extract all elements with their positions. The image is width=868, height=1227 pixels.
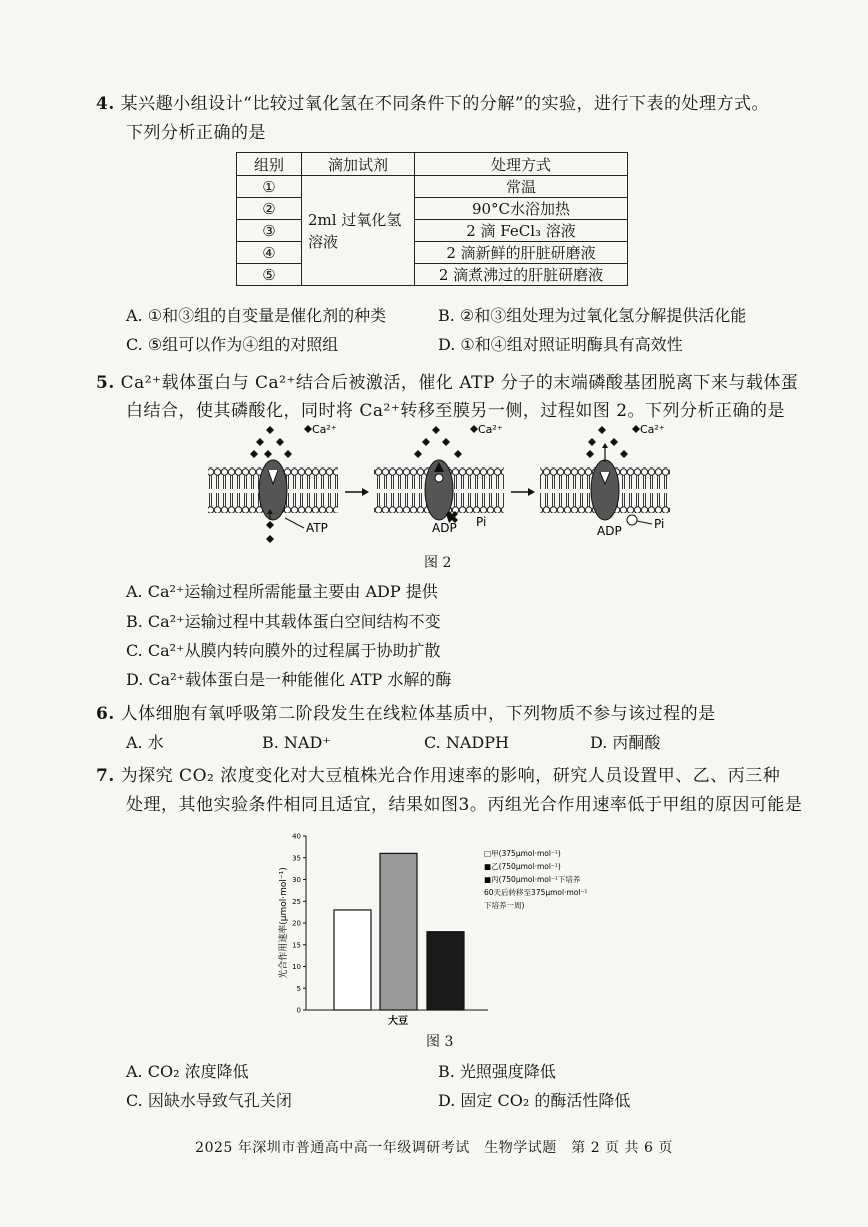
legend-entry: 60天后转移至375μmol·mol⁻¹ xyxy=(484,888,588,897)
treatment-cell: 2 滴煮沸过的肝脏研磨液 xyxy=(415,264,628,286)
y-tick-label: 20 xyxy=(292,919,301,928)
question-number: 7. xyxy=(96,766,115,786)
question-7-line2: 处理，其他实验条件相同且适宜，结果如图3。丙组光合作用速率低于甲组的原因可能是 xyxy=(126,795,803,815)
process-arrow-icon xyxy=(511,488,535,496)
group-cell: ② xyxy=(237,198,302,220)
q5-option-a[interactable]: A. Ca²⁺运输过程所需能量主要由 ADP 提供 xyxy=(126,582,438,601)
q5-option-d[interactable]: D. Ca²⁺载体蛋白是一种能催化 ATP 水解的酶 xyxy=(126,670,452,689)
question-4-line1 xyxy=(96,90,769,119)
process-arrow-icon xyxy=(345,488,369,496)
question-number: 6. xyxy=(96,704,115,724)
bar-2 xyxy=(380,853,417,1010)
bar-3 xyxy=(427,932,464,1010)
table-row xyxy=(237,242,628,264)
question-number: 4. xyxy=(96,94,115,114)
ca-ion-label: Ca²⁺ xyxy=(640,423,665,436)
ca-ion-label: Ca²⁺ xyxy=(312,423,337,436)
x-category-label: 大豆 xyxy=(388,1016,408,1027)
q7-option-a[interactable]: A. CO₂ 浓度降低 xyxy=(126,1062,249,1081)
y-axis-label: 光合作用速率(μmol·mol⁻¹) xyxy=(279,867,289,979)
ca-ion-label: Ca²⁺ xyxy=(478,423,503,436)
question-5-line1 xyxy=(96,369,798,398)
question-text: Ca²⁺载体蛋白与 Ca²⁺结合后被激活，催化 ATP 分子的末端磷酸基团脱离下来与载体蛋 xyxy=(120,373,799,393)
figure-2-caption: 图 2 xyxy=(424,555,452,571)
table-row xyxy=(237,220,628,242)
y-tick-label: 0 xyxy=(296,1006,301,1015)
figure-3-bar-chart xyxy=(270,826,590,1032)
treatment-cell: 90°C水浴加热 xyxy=(415,198,628,220)
q6-option-c[interactable]: C. NADPH xyxy=(424,733,509,752)
group-cell: ③ xyxy=(237,220,302,242)
y-tick-label: 35 xyxy=(292,854,301,863)
reagent-cell: 2ml 过氧化氢溶液 xyxy=(302,176,415,286)
q4-option-a[interactable]: A. ①和③组的自变量是催化剂的种类 xyxy=(126,306,387,325)
legend-entry: ■乙(750μmol·mol⁻¹) xyxy=(484,862,561,871)
question-4-line2: 下列分析正确的是 xyxy=(126,123,266,143)
y-tick-label: 40 xyxy=(292,832,301,841)
table-row xyxy=(237,176,628,198)
legend-entry: □甲(375μmol·mol⁻¹) xyxy=(484,849,561,858)
treatment-cell: 常温 xyxy=(415,176,628,198)
question-5-line2: 白结合，使其磷酸化，同时将 Ca²⁺转移至膜另一侧，过程如图 2。下列分析正确的是 xyxy=(126,401,786,421)
figure-3-caption: 图 3 xyxy=(426,1034,454,1050)
group-cell: ④ xyxy=(237,242,302,264)
q4-option-d[interactable]: D. ①和④组对照证明酶具有高效性 xyxy=(438,335,683,354)
q4-table xyxy=(236,152,628,286)
treatment-cell: 2 滴 FeCl₃ 溶液 xyxy=(415,220,628,242)
bar-1 xyxy=(334,910,371,1010)
question-text: 人体细胞有氧呼吸第二阶段发生在线粒体基质中，下列物质不参与该过程的是 xyxy=(120,704,716,724)
table-header: 组别 xyxy=(237,153,302,176)
group-cell: ⑤ xyxy=(237,264,302,286)
q6-option-b[interactable]: B. NAD⁺ xyxy=(262,733,331,752)
question-text: 为探究 CO₂ 浓度变化对大豆植株光合作用速率的影响，研究人员设置甲、乙、丙三种 xyxy=(120,766,781,786)
q4-option-b[interactable]: B. ②和③组处理为过氧化氢分解提供活化能 xyxy=(438,306,747,325)
y-tick-label: 15 xyxy=(292,941,301,950)
question-number: 5. xyxy=(96,373,115,393)
y-tick-label: 5 xyxy=(296,984,301,993)
y-tick-label: 10 xyxy=(292,963,301,971)
table-header: 处理方式 xyxy=(415,153,628,176)
table-header: 滴加试剂 xyxy=(302,153,415,176)
q5-option-b[interactable]: B. Ca²⁺运输过程中其载体蛋白空间结构不变 xyxy=(126,612,441,631)
question-7-line1 xyxy=(96,762,780,791)
atp-label: ATP xyxy=(306,521,328,535)
group-cell: ① xyxy=(237,176,302,198)
legend-entry: 下培养一周) xyxy=(484,901,525,910)
membrane-segment-3 xyxy=(540,426,670,525)
q7-option-c[interactable]: C. 因缺水导致气孔关闭 xyxy=(126,1091,292,1110)
adp-label: ADP xyxy=(432,521,457,535)
question-6-line1 xyxy=(96,700,716,729)
table-row xyxy=(237,198,628,220)
pi-label: Pi xyxy=(476,515,487,529)
page-footer: 2025 年深圳市普通高中高一年级调研考试 生物学试题 第 2 页 共 6 页 xyxy=(195,1140,673,1156)
y-tick-label: 25 xyxy=(292,897,301,906)
table-row xyxy=(237,264,628,286)
question-text: 某兴趣小组设计“比较过氧化氢在不同条件下的分解”的实验，进行下表的处理方式。 xyxy=(120,94,770,114)
pi-label: Pi xyxy=(654,517,665,531)
q7-option-b[interactable]: B. 光照强度降低 xyxy=(438,1062,556,1081)
q6-option-d[interactable]: D. 丙酮酸 xyxy=(590,733,661,752)
y-tick-label: 30 xyxy=(292,876,301,884)
q5-option-c[interactable]: C. Ca²⁺从膜内转向膜外的过程属于协助扩散 xyxy=(126,641,441,660)
q7-option-d[interactable]: D. 固定 CO₂ 的酶活性降低 xyxy=(438,1091,631,1110)
figure-2-membrane-diagram xyxy=(200,422,680,547)
q6-option-a[interactable]: A. 水 xyxy=(126,733,164,752)
membrane-segment-2 xyxy=(374,426,504,523)
q4-option-c[interactable]: C. ⑤组可以作为④组的对照组 xyxy=(126,335,339,354)
treatment-cell: 2 滴新鲜的肝脏研磨液 xyxy=(415,242,628,264)
legend-entry: ■丙(750μmol·mol⁻¹下培养 xyxy=(484,875,581,884)
table-header-row xyxy=(237,153,628,176)
adp-label: ADP xyxy=(597,524,622,538)
